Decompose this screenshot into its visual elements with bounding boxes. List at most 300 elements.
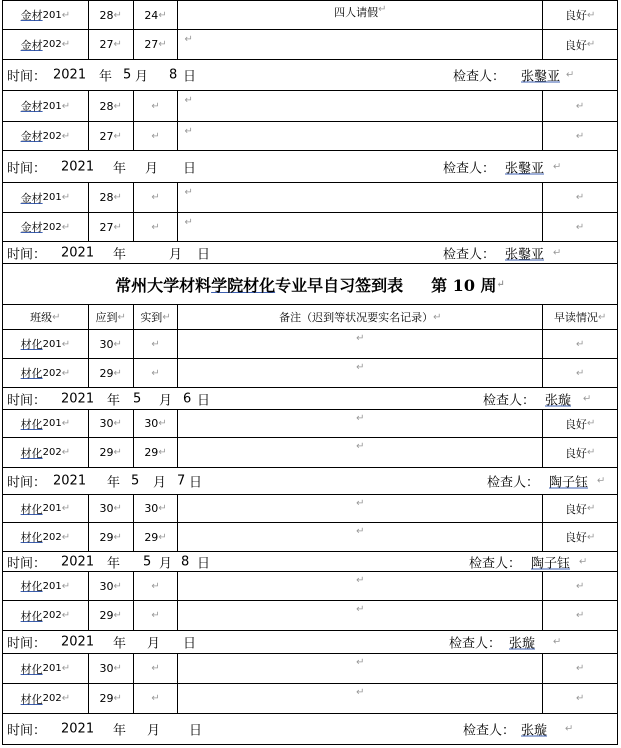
- class-number: 201: [42, 9, 62, 21]
- day-unit: 日: [189, 475, 203, 491]
- reading-value: 良好: [564, 531, 587, 544]
- class-cell: [3, 30, 89, 59]
- table-row: [2, 0, 618, 30]
- return-mark: ↵: [586, 503, 596, 514]
- return-mark: ↵: [113, 9, 122, 21]
- time-label: 时间：: [7, 69, 47, 85]
- time-label: 时间：: [7, 393, 47, 408]
- due-value: 30: [99, 417, 114, 430]
- day-unit: 日: [189, 723, 203, 739]
- return-mark: ↵: [113, 580, 122, 592]
- time-footer: [2, 151, 618, 183]
- return-mark: ↵: [151, 221, 160, 233]
- reading-cell: [543, 410, 617, 437]
- title-part2: 学院材化: [211, 275, 276, 295]
- return-mark: ↵: [61, 338, 71, 350]
- present-cell: [134, 330, 179, 358]
- month-unit: 月: [159, 393, 173, 408]
- return-mark: ↵: [575, 367, 585, 379]
- present-cell: [134, 359, 179, 387]
- present-cell: [134, 410, 179, 437]
- class-number: 201: [42, 580, 62, 592]
- class-number: 201: [42, 338, 62, 350]
- reading-cell: [543, 183, 617, 212]
- table-row: [2, 122, 618, 151]
- class-cell: [3, 654, 89, 683]
- return-mark: ↵: [575, 338, 585, 350]
- class-number: 202: [42, 130, 62, 142]
- return-mark: ↵: [579, 556, 588, 567]
- return-mark: ↵: [565, 723, 574, 735]
- class-number: 201: [42, 503, 62, 514]
- class-cell: [3, 572, 89, 600]
- return-mark: ↵: [575, 221, 585, 233]
- return-mark: ↵: [575, 580, 585, 592]
- class-name: 材化: [20, 367, 43, 380]
- due-cell: [89, 438, 134, 467]
- due-cell: [89, 122, 134, 150]
- return-mark: ↵: [113, 503, 122, 514]
- return-mark: ↵: [61, 221, 71, 233]
- day-value: 6: [183, 391, 192, 406]
- table-row: [2, 495, 618, 523]
- return-mark: ↵: [151, 338, 160, 350]
- return-mark: ↵: [586, 447, 596, 458]
- return-mark: ↵: [158, 418, 167, 429]
- present-value: 30: [144, 417, 159, 430]
- class-cell: [3, 359, 89, 387]
- present-cell: [134, 183, 179, 212]
- return-mark: ↵: [356, 441, 365, 452]
- return-mark: ↵: [553, 247, 562, 258]
- return-mark: ↵: [356, 526, 365, 537]
- due-cell: [89, 654, 134, 683]
- table-row: [2, 410, 618, 438]
- return-mark: ↵: [583, 393, 592, 404]
- present-value: 29: [144, 530, 159, 544]
- reading-value: 良好: [564, 502, 587, 516]
- inspector-name: 张璇: [509, 636, 536, 652]
- return-mark: ↵: [158, 447, 167, 458]
- table-row: [2, 183, 618, 213]
- year-unit: 年: [107, 393, 121, 408]
- class-name: 金材: [20, 9, 43, 22]
- month-unit: 月: [159, 556, 173, 571]
- reading-cell: [543, 122, 617, 150]
- year-value: 2021: [61, 634, 95, 650]
- return-mark: ↵: [151, 693, 160, 704]
- class-cell: [3, 438, 89, 467]
- return-mark: ↵: [151, 663, 160, 674]
- due-cell: [89, 30, 134, 59]
- month-unit: 月: [135, 69, 149, 85]
- year-value: 2021: [61, 554, 95, 569]
- table-row: [2, 359, 618, 388]
- reading-value: 良好: [564, 446, 587, 460]
- day-unit: 日: [183, 636, 197, 652]
- class-cell: [3, 330, 89, 358]
- due-value: 29: [99, 692, 114, 705]
- return-mark: ↵: [597, 475, 606, 487]
- class-number: 202: [42, 39, 62, 50]
- day-unit: 日: [197, 556, 211, 571]
- return-mark: ↵: [553, 161, 562, 172]
- reading-cell: [543, 523, 617, 551]
- time-label: 时间：: [7, 247, 47, 262]
- due-cell: [89, 523, 134, 551]
- class-number: 202: [42, 531, 62, 543]
- month-value: 5: [131, 473, 140, 489]
- return-mark: ↵: [151, 192, 160, 203]
- due-value: 29: [99, 530, 114, 544]
- due-cell: [89, 572, 134, 600]
- class-name: 材化: [20, 609, 43, 623]
- return-mark: ↵: [356, 604, 365, 615]
- class-cell: [3, 183, 89, 212]
- present-cell: [134, 438, 179, 467]
- class-cell: [3, 684, 89, 713]
- return-mark: ↵: [61, 367, 71, 379]
- class-cell: [3, 122, 89, 150]
- due-cell: [89, 1, 134, 29]
- return-mark: ↵: [151, 130, 160, 142]
- reading-cell: [543, 330, 617, 358]
- due-value: 30: [99, 579, 114, 593]
- day-value: 8: [169, 67, 178, 83]
- return-mark: ↵: [61, 693, 71, 704]
- due-cell: [89, 684, 134, 713]
- return-mark: ↵: [113, 192, 122, 203]
- table-row: [2, 213, 618, 242]
- due-value: 29: [99, 609, 114, 622]
- return-mark: ↵: [61, 192, 71, 203]
- time-footer: [2, 631, 618, 654]
- return-mark: ↵: [356, 687, 365, 698]
- class-name: 材化: [20, 502, 43, 516]
- reading-cell: [543, 359, 617, 387]
- note-cell: [178, 330, 543, 358]
- year-unit: 年: [113, 723, 127, 739]
- inspector-name: 陶子钰: [549, 475, 589, 491]
- return-mark: ↵: [61, 130, 71, 142]
- class-name: 材化: [20, 692, 43, 706]
- present-value: 29: [144, 446, 159, 459]
- return-mark: ↵: [113, 531, 122, 543]
- table-row: [2, 438, 618, 468]
- present-cell: [134, 213, 179, 241]
- return-mark: ↵: [151, 100, 160, 112]
- present-cell: [134, 122, 179, 150]
- year-value: 2021: [61, 159, 95, 174]
- return-mark: ↵: [61, 447, 71, 458]
- due-value: 30: [99, 337, 114, 351]
- due-cell: [89, 91, 134, 121]
- class-name: 金材: [20, 38, 43, 52]
- inspector-label: 检查人：: [449, 636, 502, 652]
- class-name: 材化: [20, 417, 43, 431]
- month-unit: 月: [153, 475, 167, 491]
- present-cell: [134, 495, 179, 522]
- return-mark: ↵: [496, 278, 505, 290]
- inspector-name: 张璇: [521, 723, 548, 739]
- due-value: 27: [99, 129, 114, 143]
- return-mark: ↵: [61, 100, 71, 112]
- table-row: [2, 30, 618, 60]
- note-cell: [178, 30, 543, 59]
- class-cell: [3, 523, 89, 551]
- class-number: 202: [42, 610, 62, 621]
- return-mark: ↵: [575, 100, 585, 112]
- return-mark: ↵: [61, 418, 71, 429]
- return-mark: ↵: [113, 663, 122, 674]
- header-due: 应到 ↵: [89, 305, 134, 329]
- year-unit: 年: [107, 475, 121, 491]
- day-unit: 日: [197, 393, 211, 408]
- return-mark: ↵: [553, 636, 562, 648]
- return-mark: ↵: [356, 362, 365, 373]
- reading-cell: [543, 213, 617, 241]
- year-unit: 年: [113, 161, 127, 176]
- inspector-name: 张鑿亚: [521, 69, 561, 85]
- header-row: [2, 305, 618, 330]
- month-value: 5: [123, 67, 132, 83]
- return-mark: ↵: [158, 531, 167, 543]
- note-cell: [178, 438, 543, 467]
- return-mark: ↵: [151, 610, 160, 621]
- return-mark: ↵: [113, 367, 122, 379]
- year-value: 2021: [61, 245, 95, 260]
- reading-cell: [543, 572, 617, 600]
- note-cell: [178, 91, 543, 121]
- title-part1: 常州大学材料: [115, 275, 212, 295]
- month-unit: 月: [147, 636, 161, 652]
- class-name: 材化: [20, 531, 43, 544]
- return-mark: ↵: [151, 580, 160, 592]
- header-reading: 早读情况 ↵: [553, 311, 607, 324]
- sheet-title: [2, 264, 618, 305]
- month-unit: 月: [147, 723, 161, 739]
- return-mark: ↵: [356, 575, 365, 586]
- header-class: 班级 ↵: [3, 305, 89, 329]
- time-footer: [2, 388, 618, 410]
- table-row: [2, 601, 618, 631]
- inspector-label: 检查人：: [483, 393, 536, 408]
- time-label: 时间：: [7, 556, 47, 571]
- class-number: 201: [42, 663, 62, 674]
- due-cell: [89, 410, 134, 437]
- class-cell: [3, 601, 89, 630]
- return-mark: ↵: [575, 610, 585, 621]
- return-mark: ↵: [61, 580, 71, 592]
- return-mark: ↵: [61, 531, 71, 543]
- inspector-name: 张鑿亚: [505, 247, 545, 262]
- inspector-label: 检查人：: [463, 723, 516, 739]
- class-cell: [3, 1, 89, 29]
- due-cell: [89, 183, 134, 212]
- inspector-name: 张鑿亚: [505, 161, 545, 176]
- class-number: 202: [42, 367, 62, 379]
- inspector-label: 检查人：: [443, 247, 496, 262]
- return-mark: ↵: [586, 9, 596, 21]
- reading-value: 良好: [564, 417, 587, 431]
- return-mark: ↵: [356, 657, 365, 668]
- year-value: 2021: [61, 391, 95, 406]
- reading-cell: [543, 495, 617, 522]
- note-cell: [178, 495, 543, 522]
- due-value: 30: [99, 502, 114, 515]
- reading-cell: [543, 1, 617, 29]
- month-unit: 月: [145, 161, 159, 176]
- year-value: 2021: [61, 721, 95, 737]
- class-name: 材化: [20, 446, 43, 460]
- table-row: [2, 684, 618, 714]
- note-cell: [178, 183, 543, 212]
- return-mark: ↵: [113, 693, 122, 704]
- day-unit: 日: [183, 69, 197, 85]
- return-mark: ↵: [113, 130, 122, 142]
- time-label: 时间：: [7, 723, 47, 739]
- return-mark: ↵: [61, 503, 71, 514]
- return-mark: ↵: [566, 69, 575, 81]
- year-value: 2021: [53, 67, 87, 83]
- class-number: 201: [42, 418, 62, 429]
- note-value: 四人请假: [334, 6, 379, 19]
- due-cell: [89, 213, 134, 241]
- inspector-name: 陶子钰: [531, 556, 571, 571]
- return-mark: ↵: [184, 126, 193, 137]
- time-footer: [2, 552, 618, 572]
- reading-cell: [543, 438, 617, 467]
- table-row: [2, 523, 618, 552]
- note-cell: [178, 122, 543, 150]
- return-mark: ↵: [158, 9, 167, 21]
- class-number: 201: [42, 100, 62, 112]
- time-label: 时间：: [7, 475, 47, 491]
- note-cell: [178, 1, 543, 29]
- inspector-label: 检查人：: [453, 69, 506, 85]
- table-row: [2, 91, 618, 122]
- present-cell: [134, 601, 179, 630]
- return-mark: ↵: [575, 693, 585, 704]
- due-cell: [89, 359, 134, 387]
- return-mark: ↵: [184, 187, 193, 198]
- return-mark: ↵: [151, 367, 160, 379]
- inspector-label: 检查人：: [487, 475, 540, 491]
- due-value: 28: [99, 99, 114, 113]
- due-value: 28: [99, 8, 114, 22]
- return-mark: ↵: [184, 34, 193, 45]
- present-cell: [134, 30, 179, 59]
- day-value: 7: [177, 473, 186, 489]
- class-name: 金材: [20, 191, 43, 205]
- day-unit: 日: [197, 247, 211, 262]
- return-mark: ↵: [61, 610, 71, 621]
- return-mark: ↵: [113, 39, 122, 50]
- note-cell: [178, 213, 543, 241]
- day-unit: 日: [183, 161, 197, 176]
- time-footer: [2, 714, 618, 745]
- year-unit: 年: [107, 556, 121, 571]
- header-present: 实到 ↵: [134, 305, 179, 329]
- return-mark: ↵: [158, 39, 167, 50]
- table-row: [2, 330, 618, 359]
- return-mark: ↵: [61, 9, 71, 21]
- inspector-label: 检查人：: [443, 161, 496, 176]
- return-mark: ↵: [113, 610, 122, 621]
- class-cell: [3, 410, 89, 437]
- inspector-label: 检查人：: [469, 556, 522, 571]
- return-mark: ↵: [356, 498, 365, 509]
- reading-value: 良好: [564, 9, 587, 22]
- present-value: 24: [144, 8, 159, 22]
- due-value: 29: [99, 446, 114, 459]
- month-value: 5: [143, 554, 152, 569]
- class-name: 金材: [20, 221, 43, 234]
- table-row: [2, 572, 618, 601]
- return-mark: ↵: [575, 192, 585, 203]
- class-name: 材化: [20, 662, 43, 676]
- present-value: 30: [144, 502, 159, 515]
- time-label: 时间：: [7, 636, 47, 652]
- note-cell: [178, 523, 543, 551]
- due-cell: [89, 601, 134, 630]
- reading-value: 良好: [564, 38, 587, 52]
- return-mark: ↵: [158, 503, 167, 514]
- due-value: 27: [99, 38, 114, 51]
- month-value: 5: [133, 391, 142, 406]
- return-mark: ↵: [61, 39, 71, 50]
- class-name: 材化: [20, 338, 43, 351]
- year-unit: 年: [99, 69, 113, 85]
- class-name: 金材: [20, 100, 43, 113]
- class-number: 201: [42, 192, 62, 203]
- class-cell: [3, 91, 89, 121]
- month-unit: 月: [169, 247, 183, 262]
- reading-cell: [543, 601, 617, 630]
- title-week: 第 10 周: [431, 275, 497, 295]
- time-footer: [2, 468, 618, 495]
- class-name: 材化: [20, 580, 43, 593]
- return-mark: ↵: [586, 531, 596, 543]
- reading-cell: [543, 684, 617, 713]
- due-value: 30: [99, 662, 114, 675]
- day-value: 8: [181, 554, 190, 569]
- return-mark: ↵: [586, 418, 596, 429]
- inspector-name: 张璇: [545, 393, 572, 408]
- class-cell: [3, 495, 89, 522]
- year-unit: 年: [113, 636, 127, 652]
- return-mark: ↵: [113, 221, 122, 233]
- table-row: [2, 654, 618, 684]
- note-cell: [178, 410, 543, 437]
- due-value: 28: [99, 191, 114, 204]
- year-value: 2021: [53, 473, 87, 489]
- year-unit: 年: [113, 247, 127, 262]
- class-number: 202: [42, 447, 62, 458]
- class-number: 202: [42, 693, 62, 704]
- due-value: 29: [99, 366, 114, 380]
- return-mark: ↵: [113, 338, 122, 350]
- present-cell: [134, 1, 179, 29]
- return-mark: ↵: [378, 4, 387, 15]
- header-note: 备注（迟到等状况要实名记录） ↵: [178, 305, 543, 329]
- present-value: 27: [144, 38, 159, 51]
- present-cell: [134, 523, 179, 551]
- return-mark: ↵: [61, 663, 71, 674]
- return-mark: ↵: [113, 100, 122, 112]
- note-cell: [178, 654, 543, 683]
- return-mark: ↵: [575, 130, 585, 142]
